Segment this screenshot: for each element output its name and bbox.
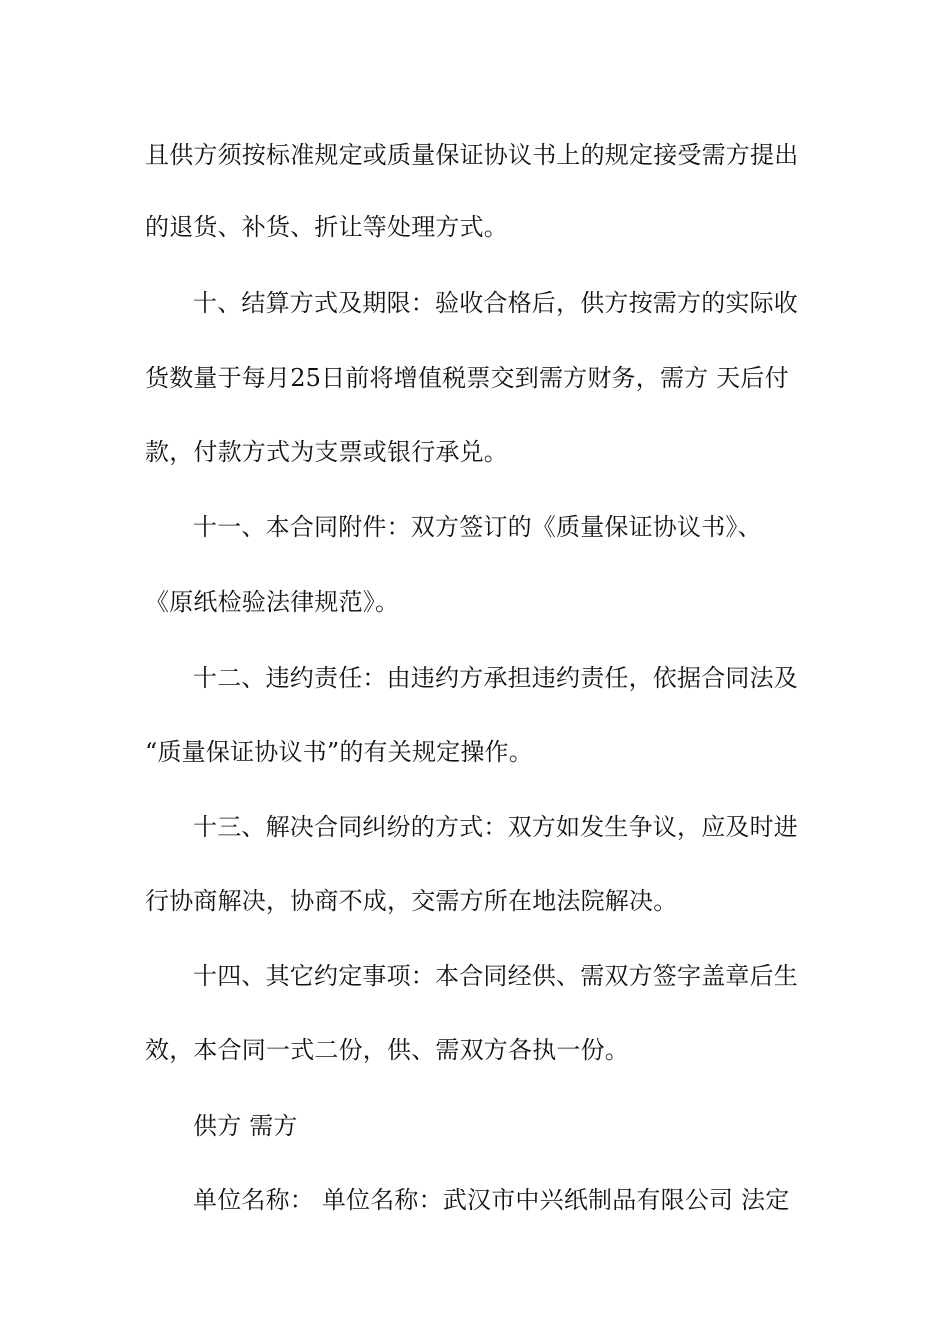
paragraph-attachments: 十一、本合同附件：双方签订的《质量保证协议书》、	[193, 513, 762, 541]
signature-unit-names: 单位名称： 单位名称：武汉市中兴纸制品有限公司 法定	[193, 1186, 790, 1214]
text-line: 《原纸检验法律规范》。	[145, 588, 400, 616]
text-line: 且供方须按标准规定或质量保证协议书上的规定接受需方提出	[145, 141, 799, 169]
text-line: 行协商解决，协商不成，交需方所在地法院解决。	[145, 887, 678, 915]
paragraph-liability: 十二、违约责任：由违约方承担违约责任，依据合同法及	[193, 664, 798, 692]
signature-parties: 供方 需方	[193, 1112, 298, 1140]
text-line: 的退货、补货、折让等处理方式。	[145, 213, 508, 241]
text-line: “质量保证协议书”的有关规定操作。	[145, 738, 533, 766]
paragraph-disputes: 十三、解决合同纠纷的方式：双方如发生争议，应及时进	[193, 813, 798, 841]
paragraph-other-terms: 十四、其它约定事项：本合同经供、需双方签字盖章后生	[193, 962, 798, 990]
text-line: 款，付款方式为支票或银行承兑。	[145, 438, 508, 466]
text-line: 效，本合同一式二份，供、需双方各执一份。	[145, 1036, 629, 1064]
paragraph-settlement: 十、结算方式及期限：验收合格后，供方按需方的实际收	[193, 289, 798, 317]
text-line: 货数量于每月25日前将增值税票交到需方财务，需方 天后付	[145, 364, 789, 392]
